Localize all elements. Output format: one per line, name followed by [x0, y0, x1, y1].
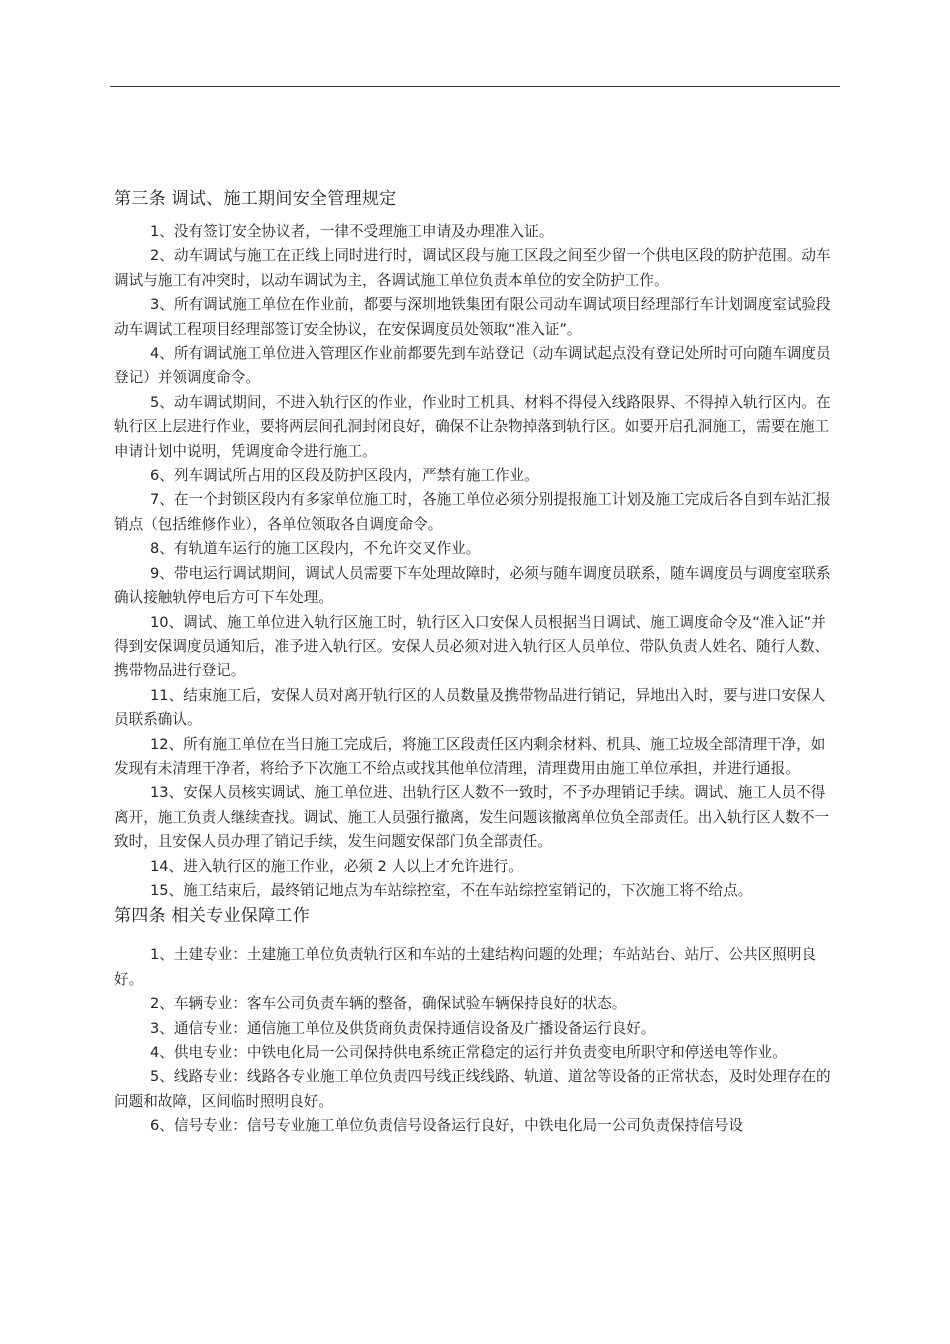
- section-3-heading: 第三条 调试、施工期间安全管理规定: [114, 189, 397, 209]
- section-4-item: 1、土建专业：土建施工单位负责轨行区和车站的土建结构问题的处理；车站站台、站厅、公共区照明良好。: [114, 946, 817, 988]
- section-3-item: 11、结束施工后，安保人员对离开轨行区的人员数量及携带物品进行销记，异地出入时，要与进口安保人员联系确认。: [114, 686, 826, 729]
- section-4-list: [114, 943, 838, 1138]
- section-3-item: 12、所有施工单位在当日施工完成后，将施工区段责任区内剩余材料、机具、施工垃圾全部清理干净，如发现有未清理干净者，将给予下次施工不给点或找其他单位清理，清理费用由施工单位承担，并进行通报。: [114, 735, 826, 777]
- section-3-item: 7、在一个封锁区段内有多家单位施工时，各施工单位必须分别提报施工计划及施工完成后各自到车站汇报销点（包括维修作业），各单位领取各自调度命令。: [114, 491, 831, 533]
- section-3-item: 8、有轨道车运行的施工区段内，不允许交叉作业。: [150, 540, 481, 558]
- section-3-item: 2、动车调试与施工在正线上同时进行时，调试区段与施工区段之间至少留一个供电区段的防护范围。动车调试与施工有冲突时，以动车调试为主，各调试施工单位负责本单位的安全防护工作。: [114, 247, 831, 289]
- section-3-item: 9、带电运行调试期间，调试人员需要下车处理故障时，必须与随车调度员联系，随车调度员与调度室联系确认接触轨停电后方可下车处理。: [114, 564, 831, 607]
- section-4-item: 6、信号专业：信号专业施工单位负责信号设备运行良好，中铁电化局一公司负责保持信号设: [150, 1117, 744, 1135]
- section-4-item: 3、通信专业：通信施工单位及供货商负责保持通信设备及广播设备运行良好。: [150, 1019, 656, 1037]
- header-rule: [110, 86, 840, 87]
- section-4-item: 4、供电专业：中铁电化局一公司保持供电系统正常稳定的运行并负责变电所职守和停送电等作业。: [150, 1044, 787, 1061]
- section-3-item: 5、动车调试期间，不进入轨行区的作业，作业时工机具、材料不得侵入线路限界、不得掉入轨行区内。在轨行区上层进行作业，要将两层间孔洞封闭良好，确保不让杂物掉落到轨行区。如要开启孔洞施工，需要在施工申请计划中说明，凭调度命令进行施工。: [114, 393, 831, 460]
- section-3-item: 6、列车调试所占用的区段及防护区段内，严禁有施工作业。: [150, 467, 539, 485]
- section-3-list: [114, 220, 838, 903]
- section-3-item: 15、施工结束后，最终销记地点为车站综控室，不在车站综控室销记的，下次施工将不给点。: [150, 881, 753, 899]
- section-3-item: 10、调试、施工单位进入轨行区施工时，轨行区入口安保人员根据当日调试、施工调度命令及“准入证”并得到安保调度员通知后，准予进入轨行区。安保人员必须对进入轨行区人员单位、带队负责人姓名、随行人数、携带物品进行登记。: [114, 613, 830, 680]
- section-3-item: 3、所有调试施工单位在作业前，都要与深圳地铁集团有限公司动车调试项目经理部行车计划调度室试验段动车调试工程项目经理部签订安全协议，在安保调度员处领取“准入证”。: [114, 296, 831, 338]
- section-3-item: 1、没有签订安全协议者，一律不受理施工申请及办理准入证。: [150, 223, 554, 240]
- section-3-item: 13、安保人员核实调试、施工单位进、出轨行区人数不一致时，不予办理销记手续。调试、施工人员不得离开，施工负责人继续查找。调试、施工人员强行撤离，发生问题该撤离单位负全部责任。出入轨行区人数不一致时，且安保人员办理了销记手续，发生问题安保部门负全部责任。: [114, 784, 830, 851]
- section-3-item: 14、进入轨行区的施工作业，必须 2 人以上才允许进行。: [150, 857, 523, 875]
- document-body: [114, 186, 838, 1139]
- section-4-item: 5、线路专业：线路各专业施工单位负责四号线正线线路、轨道、道岔等设备的正常状态，及时处理存在的问题和故障，区间临时照明良好。: [114, 1068, 831, 1110]
- section-3-item: 4、所有调试施工单位进入管理区作业前都要先到车站登记（动车调试起点没有登记处所时可向随车调度员登记）并领调度命令。: [114, 345, 831, 387]
- section-4-heading: 第四条 相关专业保障工作: [114, 906, 311, 927]
- section-4-item: 2、车辆专业：客车公司负责车辆的整备，确保试验车辆保持良好的状态。: [150, 995, 627, 1013]
